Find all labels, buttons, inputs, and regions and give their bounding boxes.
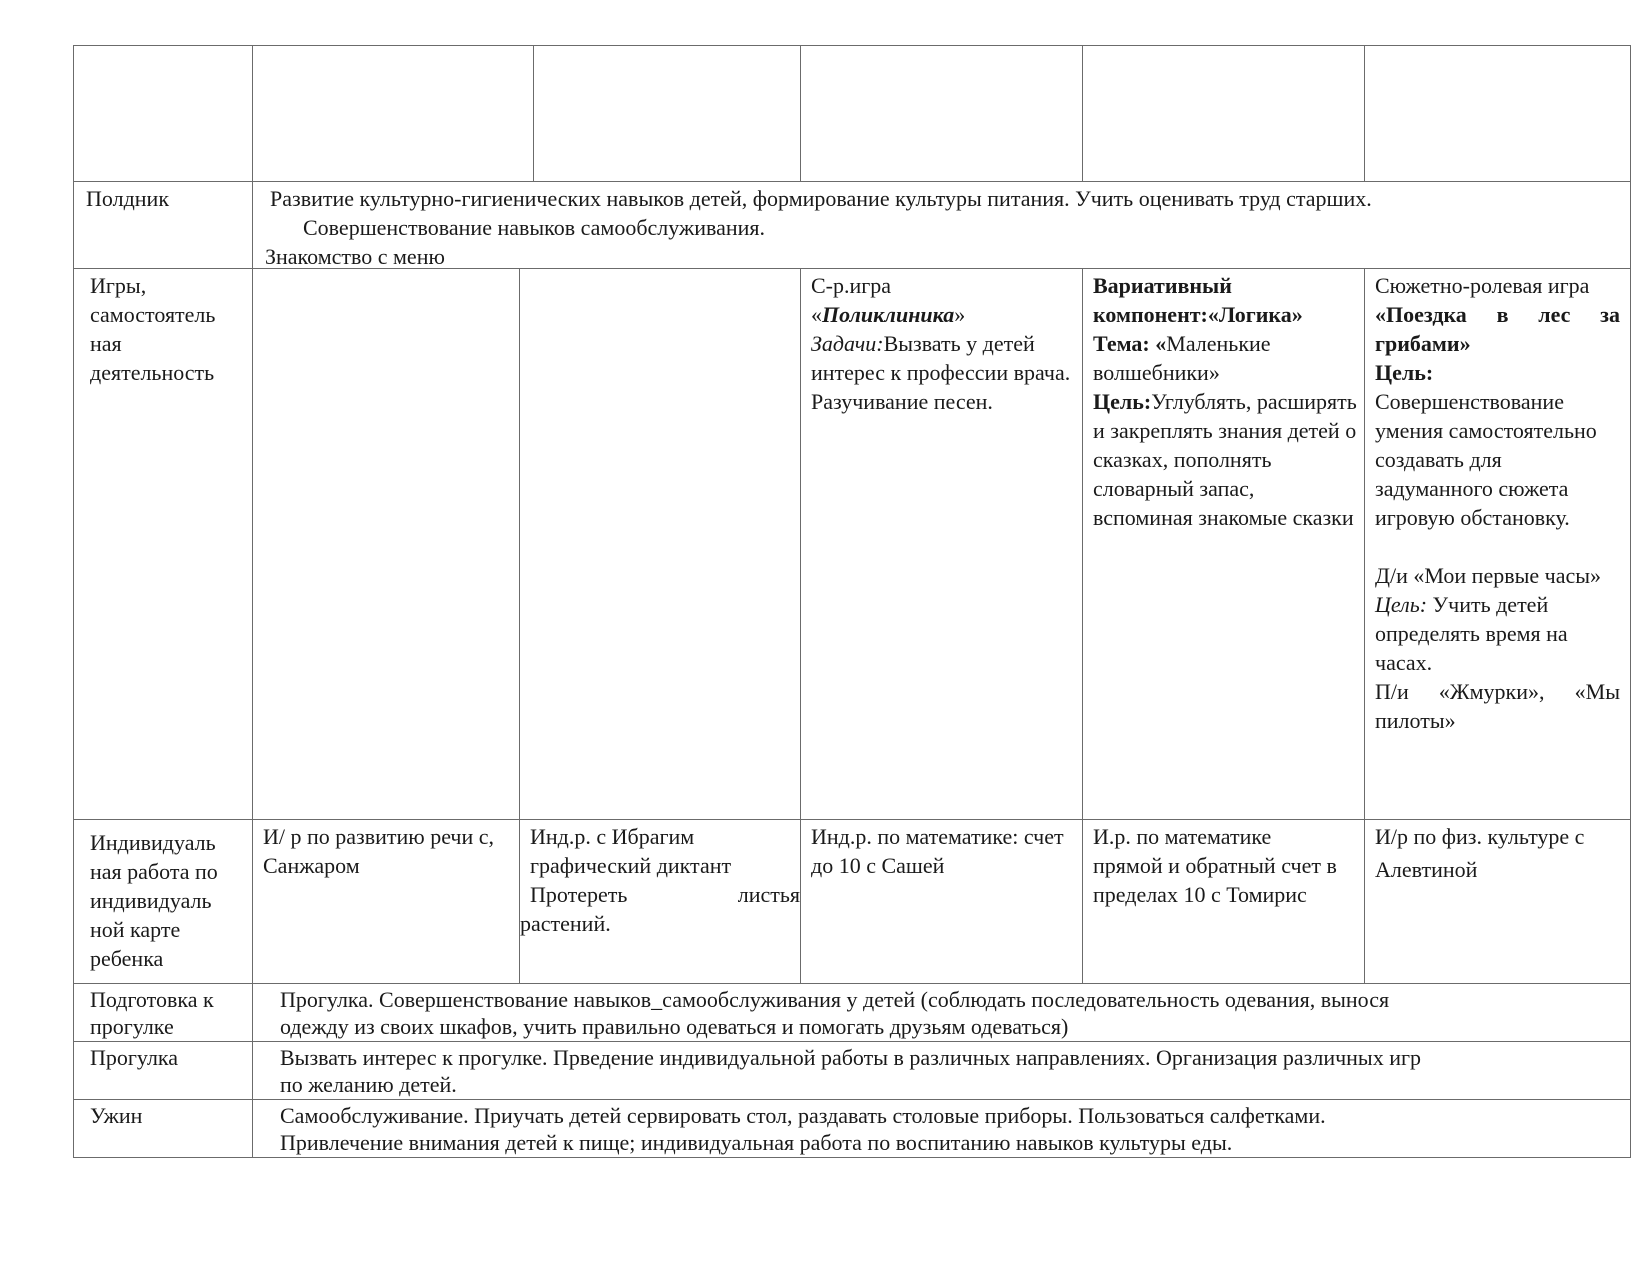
- games-c5-line1: Сюжетно-ролевая игра: [1375, 273, 1590, 298]
- top-cell-4: [1082, 45, 1365, 182]
- prep-line-1: Прогулка. Совершенствование навыков_самообслуживания у детей (соблюдать последовательность одевания, вынося: [280, 987, 1390, 1012]
- poldnik-line-1: Развитие культурно-гигиенических навыков детей, формирование культуры питания. Учить оценивать труд старших.: [270, 186, 1372, 211]
- games-c3-songs: Разучивание песен.: [811, 389, 993, 414]
- row-label-prep: [73, 983, 253, 1042]
- poldnik-line-2: Совершенствование навыков самообслуживания.: [303, 215, 765, 240]
- individual-c4-text: И.р. по математике прямой и обратный счет в пределах 10 с Томирис: [1093, 824, 1337, 907]
- dinner-line-1: Самообслуживание. Приучать детей сервировать стол, раздавать столовые приборы. Пользоваться салфетками.: [280, 1103, 1326, 1128]
- games-c5-goal-label: [1375, 358, 1620, 387]
- row-label-individual: [73, 819, 253, 984]
- games-cell-3: [800, 268, 1083, 820]
- games-cell-4: [1082, 268, 1365, 820]
- individual-label: Индивидуаль ная работа по индивидуаль ной карте ребенка: [90, 830, 218, 971]
- games-c3-tasks: [811, 329, 1076, 387]
- games-c4-theme-quote: «: [1155, 331, 1167, 356]
- games-c3-line1: С-р.игра: [811, 273, 892, 298]
- games-c5-title: [1375, 300, 1620, 358]
- dinner-label: Ужин: [90, 1103, 143, 1128]
- top-cell-label: [73, 45, 253, 182]
- games-c5-goal-label-text: Цель:: [1375, 360, 1434, 385]
- games-cell-1: [252, 268, 520, 820]
- poldnik-label: Полдник: [86, 186, 170, 211]
- games-c4-goal-text: Углублять, расширять и закреплять знания детей о сказках, пополнять словарный запас, вспоминая знакомые сказки: [1093, 389, 1357, 530]
- games-c5-goal2-text: Учить детей определять время на часах.: [1375, 592, 1568, 675]
- row-label-poldnik: [73, 181, 253, 269]
- games-c3-title: [811, 300, 1076, 329]
- games-c4-theme-text: Маленькие волшебники»: [1093, 331, 1271, 385]
- row-label-walk: [73, 1041, 253, 1100]
- prep-content: [252, 983, 1631, 1042]
- top-cell-5: [1364, 45, 1631, 182]
- games-c4-goal: [1093, 387, 1358, 532]
- games-cell-5: [1364, 268, 1631, 820]
- games-c5-goal2: [1375, 590, 1620, 677]
- individual-cell-5: [1364, 819, 1631, 984]
- individual-c1-text: И/ р по развитию речи с, Санжаром: [263, 824, 495, 878]
- walk-label: Прогулка: [90, 1045, 179, 1070]
- poldnik-line-3: Знакомство с меню: [265, 244, 445, 269]
- individual-cell-3: [800, 819, 1083, 984]
- games-c5-goal2-label: Цель:: [1375, 592, 1428, 617]
- games-c4-component: Вариативный компонент:«Логика»: [1093, 273, 1303, 327]
- poldnik-content: [252, 181, 1631, 269]
- games-cell-2: [519, 268, 801, 820]
- walk-content: [252, 1041, 1631, 1100]
- games-c3-title-open: «: [811, 302, 822, 327]
- individual-c3-text: Инд.р. по математике: счет до 10 с Сашей: [811, 824, 1064, 878]
- walk-line-2: по желанию детей.: [280, 1072, 457, 1097]
- row-label-dinner: [73, 1099, 253, 1158]
- walk-line-1: Вызвать интерес к прогулке. Прведение индивидуальной работы в различных направлениях. Организация различных игр: [280, 1045, 1422, 1070]
- games-c3-tasks-label: Задачи:: [811, 331, 884, 356]
- row-label-games: [73, 268, 253, 820]
- individual-cell-1: [252, 819, 520, 984]
- games-label: Игры, самостоятель ная деятельность: [90, 273, 216, 385]
- games-c5-goal-text: Совершенствование умения самостоятельно создавать для задуманного сюжета игровую обстановку.: [1375, 389, 1597, 530]
- games-c3-title-close: »: [954, 302, 966, 327]
- games-c4-theme-label: Тема:: [1093, 331, 1150, 356]
- individual-c2-line1: Инд.р. с Ибрагим: [530, 824, 695, 849]
- games-c3-title-text: Поликлиника: [822, 302, 955, 327]
- games-c5-title-text: «Поездка в лес за грибами»: [1375, 302, 1620, 356]
- games-c3-tasks-text: Вызвать у детей интерес к профессии врача.: [811, 331, 1071, 385]
- games-c4-goal-label: Цель:: [1093, 389, 1152, 414]
- dinner-content: [252, 1099, 1631, 1158]
- games-c4-line1: [1093, 271, 1358, 329]
- prep-line-2: одежду из своих шкафов, учить правильно одеваться и помогать друзьям одеваться): [280, 1014, 1069, 1039]
- individual-c5-text: И/р по физ. культуре с Алевтиной: [1375, 824, 1585, 882]
- individual-cell-2: [519, 819, 801, 984]
- top-cell-2: [533, 45, 801, 182]
- prep-label: Подготовка к прогулке: [90, 987, 214, 1039]
- top-cell-3: [800, 45, 1083, 182]
- games-c5-di: Д/и «Мои первые часы»: [1375, 563, 1602, 588]
- games-c5-spacer: [1375, 532, 1620, 561]
- individual-c2-line4: растений.: [520, 911, 611, 936]
- individual-cell-4: [1082, 819, 1365, 984]
- dinner-line-2: Привлечение внимания детей к пище; индивидуальная работа по воспитанию навыков культуры еды.: [280, 1130, 1233, 1155]
- individual-c2-line3: Протереть листья: [530, 882, 800, 907]
- individual-c2-line2: графический диктант: [530, 853, 732, 878]
- games-c4-theme: [1093, 329, 1358, 387]
- top-cell-1: [252, 45, 534, 182]
- games-c5-pi: П/и «Жмурки», «Мы пилоты»: [1375, 679, 1620, 733]
